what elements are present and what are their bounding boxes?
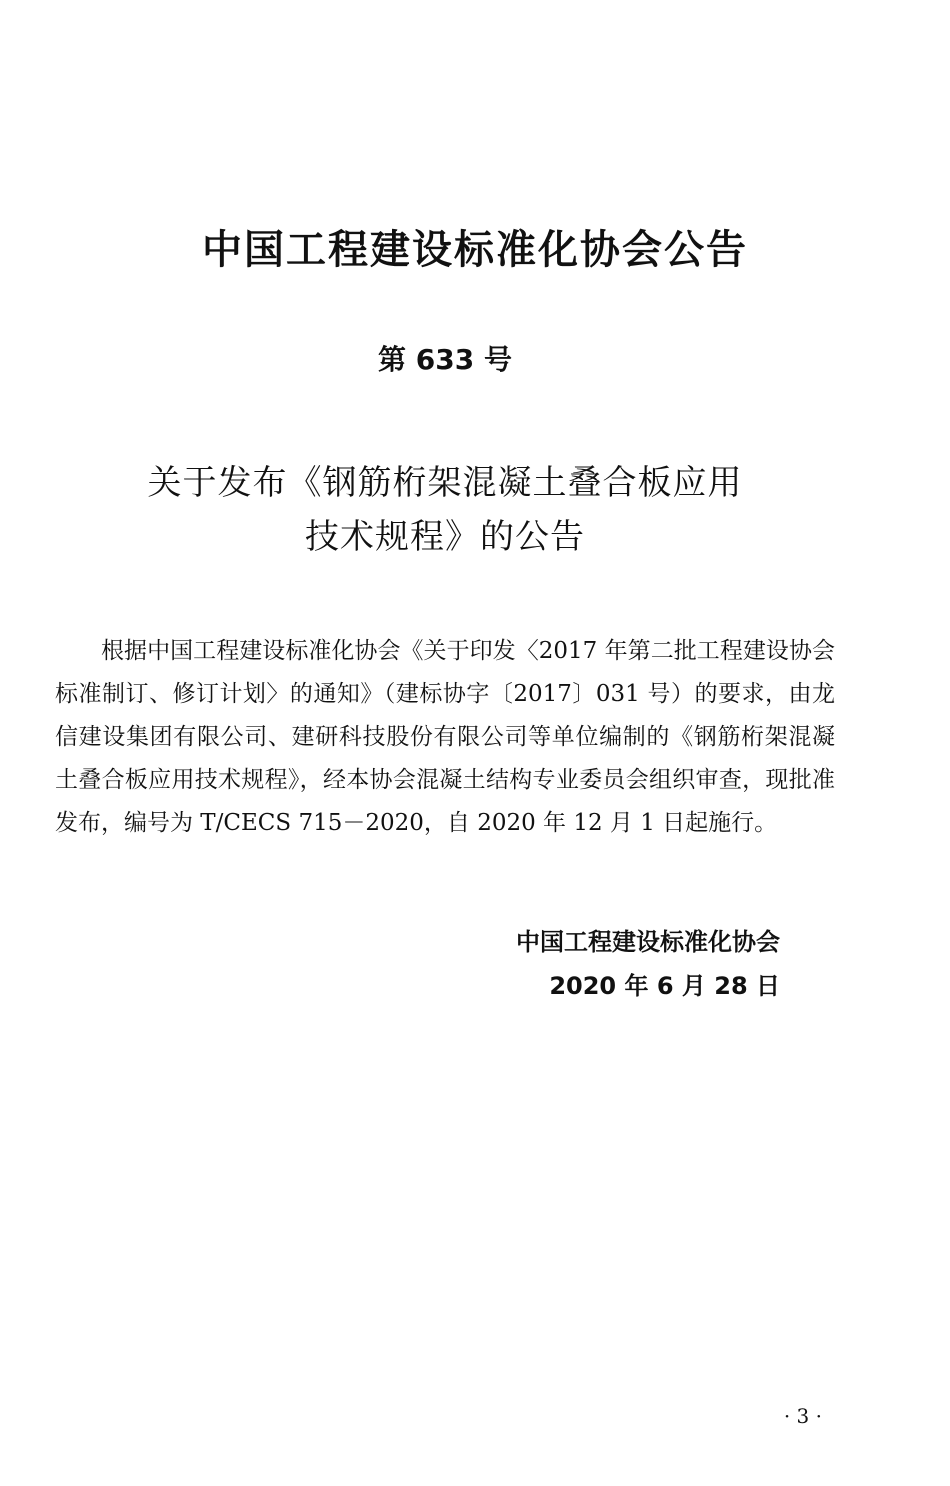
page-number: · 3 · [783, 1404, 822, 1428]
issuing-organization: 中国工程建设标准化协会 [516, 928, 780, 956]
announcement-number: 第 633 号 [378, 343, 512, 376]
notice-title [0, 456, 890, 564]
signature-block [516, 920, 780, 1008]
issue-date: 2020 年 6 月 28 日 [549, 972, 780, 1000]
notice-title-line-2: 技术规程》的公告 [305, 517, 585, 557]
announcement-body: 根据中国工程建设标准化协会《关于印发〈2017 年第二批工程建设协会标准制订、修订计划〉的通知》（建标协字〔2017〕031 号）的要求，由龙信建设集团有限公司、建研科技股份有限公司等单位编制的《钢筋桁架混凝土叠合板应用技术规程》，经本协会混凝土结构专业委员会组织审查，现批准发布，编号为 T/CECS 715－2020，自 2020 年 12 月 1 日起施行。 [55, 638, 835, 836]
notice-title-line-1: 关于发布《钢筋桁架混凝土叠合板应用 [147, 463, 743, 503]
announcement-header: 中国工程建设标准化协会公告 [202, 227, 748, 273]
